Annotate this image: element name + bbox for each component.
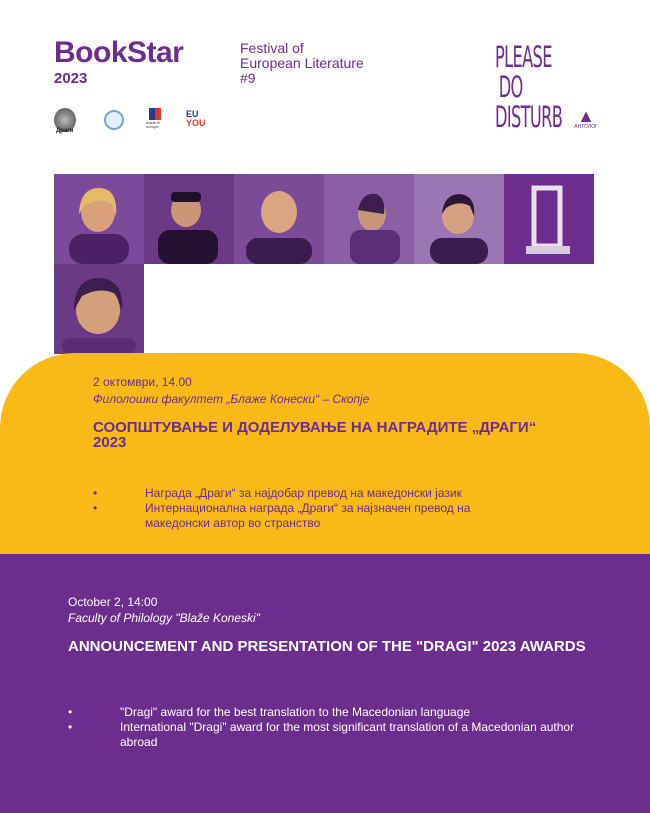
event-venue-en: Faculty of Philology "Blaže Koneski" xyxy=(68,611,260,625)
antolog-logo xyxy=(574,108,598,130)
award-list-mk xyxy=(93,486,533,531)
portrait-photo-3 xyxy=(234,174,324,264)
list-item: • International "Dragi" award for the most significant translation of a Macedonian author abroad xyxy=(68,720,575,749)
portrait-photo-5 xyxy=(414,174,504,264)
event-title-en: ANNOUNCEMENT AND PRESENTATION OF THE "DRAGI" 2023 AWARDS xyxy=(68,638,586,655)
antolog-icon: ▲ xyxy=(577,106,595,126)
antolog-label: АНТОЛОГ xyxy=(574,124,598,130)
pdd-line-1: PLEASE xyxy=(495,40,552,74)
brand-name: BookStar xyxy=(54,36,184,69)
portrait-photo-4 xyxy=(324,174,414,264)
photo-grid xyxy=(54,174,596,354)
circle-seal-logo xyxy=(104,110,124,130)
award-list-en xyxy=(68,705,588,750)
festival-line-2: European Literature xyxy=(240,55,364,71)
award-trophy-photo xyxy=(504,174,594,264)
please-do-disturb-logo xyxy=(495,40,563,134)
eu-and-you-logo: EU YOU xyxy=(186,109,206,128)
list-item: • "Dragi" award for the best translation to the Macedonian language xyxy=(68,705,471,719)
festival-line-1: Festival of xyxy=(240,40,304,56)
event-title-mk: СООПШТУВАЊЕ И ДОДЕЛУВАЊЕ НА НАГРАДИТЕ „ДРАГИ“ 2023 xyxy=(93,419,537,451)
portrait-photo-6 xyxy=(54,264,144,354)
pdd-line-2: DO xyxy=(498,70,523,104)
list-item: • Награда „Драги“ за најдобар превод на македонски јазик xyxy=(93,486,462,500)
portrait-photo-2 xyxy=(144,174,234,264)
event-venue-mk: Филолошки факултет „Блаже Конески“ – Скопје xyxy=(93,392,370,406)
brand-logo xyxy=(54,38,183,87)
portrait-photo-1 xyxy=(54,174,144,264)
list-item: • Интернационална награда „Драги“ за најзначен превод на македонски автор во странство xyxy=(93,501,471,530)
made-in-europe-logo: made in europe xyxy=(146,108,164,130)
brand-year: 2023 xyxy=(54,70,88,87)
event-date-mk: 2 октомври, 14.00 xyxy=(93,375,192,389)
dragi-logo: Драги xyxy=(54,108,76,132)
pdd-line-3: DISTURB xyxy=(495,100,563,134)
festival-line-3: #9 xyxy=(240,70,256,86)
english-section xyxy=(0,554,650,813)
event-date-en: October 2, 14:00 xyxy=(68,595,158,609)
festival-title xyxy=(240,41,364,86)
